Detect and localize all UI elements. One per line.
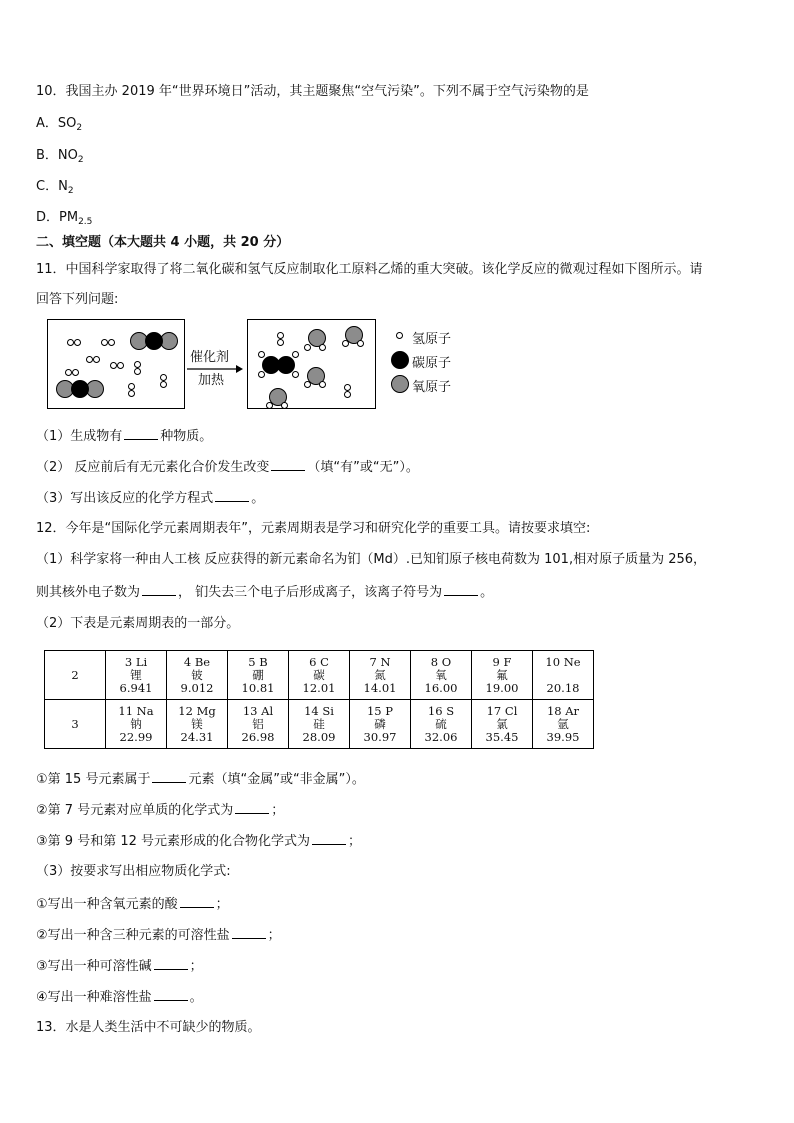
hydrogen-atom xyxy=(357,340,364,347)
hydrogen-atom xyxy=(319,381,326,388)
element-cell: 7 N 氮 14.01 xyxy=(350,651,411,700)
element-cell: 10 Ne 20.18 xyxy=(533,651,594,700)
element-cell: 3 Li 锂 6.941 xyxy=(106,651,167,700)
arrow-label-heat: 加热 xyxy=(198,373,225,388)
q12-stem: 12．今年是“国际化学元素周期表年”，元素周期表是学习和研究化学的重要工具。请按要求填空: xyxy=(36,521,591,536)
q12-sub3-item2: ②写出一种含三种元素的可溶性盐 ； xyxy=(36,928,281,943)
table-row xyxy=(45,651,594,700)
answer-blank[interactable] xyxy=(124,428,158,440)
hydrogen-atom xyxy=(134,368,141,375)
q12-sub2-item3: ③第 9 号和第 12 号元素形成的化合物化学式为 ； xyxy=(36,834,362,849)
element-cell: 12 Mg 镁 24.31 xyxy=(167,700,228,749)
hydrogen-atom xyxy=(86,356,93,363)
hydrogen-atom xyxy=(93,356,100,363)
answer-blank[interactable] xyxy=(180,896,214,908)
q12-sub3-item1: ①写出一种含氧元素的酸 ； xyxy=(36,897,229,912)
hydrogen-atom xyxy=(258,351,265,358)
hydrogen-atom xyxy=(128,390,135,397)
element-cell: 13 Al 铝 26.98 xyxy=(228,700,289,749)
element-cell: 18 Ar 氩 39.95 xyxy=(533,700,594,749)
q11-stem-line1: 11．中国科学家取得了将二氧化碳和氢气反应制取化工原料乙烯的重大突破。该化学反应的微观过程如下图所示。请 xyxy=(36,262,703,277)
q12-sub2-intro: （2）下表是元素周期表的一部分。 xyxy=(36,616,240,631)
hydrogen-atom xyxy=(108,339,115,346)
hydrogen-atom xyxy=(101,339,108,346)
hydrogen-atom xyxy=(160,381,167,388)
hydrogen-atom xyxy=(67,339,74,346)
legend-carbon-icon xyxy=(391,351,409,369)
carbon-atom xyxy=(145,332,163,350)
element-cell: 17 Cl 氯 35.45 xyxy=(472,700,533,749)
hydrogen-atom xyxy=(74,339,81,346)
q12-sub3-item4: ④写出一种难溶性盐 。 xyxy=(36,990,203,1005)
q12-sub1-line1: （1）科学家将一种由人工核 反应获得的新元素命名为钔（Md）.已知钔原子核电荷数为 101,相对原子质量为 256， xyxy=(36,552,707,567)
hydrogen-atom xyxy=(258,371,265,378)
legend-oxygen-icon xyxy=(391,375,409,393)
hydrogen-atom xyxy=(344,384,351,391)
hydrogen-atom xyxy=(72,369,79,376)
answer-blank[interactable] xyxy=(312,833,346,845)
element-cell: 9 F 氟 19.00 xyxy=(472,651,533,700)
section-heading: 二、填空题（本大题共 4 小题，共 20 分） xyxy=(36,235,290,250)
arrow-label-catalyst: 催化剂 xyxy=(190,350,230,365)
hydrogen-atom xyxy=(160,374,167,381)
period-number: 2 xyxy=(45,651,106,700)
answer-blank[interactable] xyxy=(235,802,269,814)
hydrogen-atom xyxy=(65,369,72,376)
legend-hydrogen-icon xyxy=(396,332,403,339)
hydrogen-atom xyxy=(110,362,117,369)
hydrogen-atom xyxy=(277,339,284,346)
answer-blank[interactable] xyxy=(271,459,305,471)
answer-blank[interactable] xyxy=(444,584,478,596)
hydrogen-atom xyxy=(319,344,326,351)
q13-stem: 13．水是人类生活中不可缺少的物质。 xyxy=(36,1020,261,1035)
table-row xyxy=(45,700,594,749)
periodic-table xyxy=(44,650,594,749)
q12-sub1-line2: 则其核外电子数为 ， 钔失去三个电子后形成离子，该离子符号为 。 xyxy=(36,585,494,600)
q11-stem-line2: 回答下列问题: xyxy=(36,292,119,307)
products-box xyxy=(247,319,376,409)
element-cell: 5 B 硼 10.81 xyxy=(228,651,289,700)
element-cell: 16 S 硫 32.06 xyxy=(411,700,472,749)
q10-stem: 10．我国主办 2019 年“世界环境日”活动，其主题聚焦“空气污染”。下列不属于空气污染物的是 xyxy=(36,84,589,99)
q12-sub2-item2: ②第 7 号元素对应单质的化学式为 ； xyxy=(36,803,285,818)
q11-sub2: （2） 反应前后有无元素化合价发生改变 （填“有”或“无”）。 xyxy=(36,460,419,475)
hydrogen-atom xyxy=(266,402,273,409)
q11-sub3: （3）写出该反应的化学方程式 。 xyxy=(36,491,265,506)
hydrogen-atom xyxy=(134,361,141,368)
hydrogen-atom xyxy=(344,391,351,398)
element-cell: 8 O 氧 16.00 xyxy=(411,651,472,700)
period-number: 3 xyxy=(45,700,106,749)
hydrogen-atom xyxy=(292,351,299,358)
answer-blank[interactable] xyxy=(152,771,186,783)
legend-hydrogen-label: 氢原子 xyxy=(412,332,452,347)
hydrogen-atom xyxy=(342,340,349,347)
element-cell: 15 P 磷 30.97 xyxy=(350,700,411,749)
legend-carbon-label: 碳原子 xyxy=(412,356,452,371)
legend-oxygen-label: 氧原子 xyxy=(412,380,452,395)
element-cell: 11 Na 钠 22.99 xyxy=(106,700,167,749)
answer-blank[interactable] xyxy=(232,927,266,939)
q12-sub2-item1: ①第 15 号元素属于 元素（填“金属”或“非金属”）。 xyxy=(36,772,365,787)
q10-option-c: C．$N_2$ xyxy=(36,179,74,196)
hydrogen-atom xyxy=(128,383,135,390)
q10-option-a: A．$SO_2$ xyxy=(36,116,83,133)
q12-sub3-item3: ③写出一种可溶性碱 ； xyxy=(36,959,203,974)
answer-blank[interactable] xyxy=(215,490,249,502)
reactants-box xyxy=(47,319,185,409)
hydrogen-atom xyxy=(304,381,311,388)
q10-option-d: D．$PM_{2.5}$ xyxy=(36,210,93,227)
hydrogen-atom xyxy=(292,371,299,378)
q11-sub1: （1）生成物有 种物质。 xyxy=(36,429,213,444)
answer-blank[interactable] xyxy=(154,989,188,1001)
element-cell: 6 C 碳 12.01 xyxy=(289,651,350,700)
carbon-atom xyxy=(71,380,89,398)
element-cell: 4 Be 铍 9.012 xyxy=(167,651,228,700)
answer-blank[interactable] xyxy=(154,958,188,970)
hydrogen-atom xyxy=(304,344,311,351)
hydrogen-atom xyxy=(117,362,124,369)
q10-option-b: B．$NO_2$ xyxy=(36,148,84,165)
element-cell: 14 Si 硅 28.09 xyxy=(289,700,350,749)
q12-sub3-intro: （3）按要求写出相应物质化学式: xyxy=(36,864,231,879)
hydrogen-atom xyxy=(277,332,284,339)
answer-blank[interactable] xyxy=(142,584,176,596)
hydrogen-atom xyxy=(281,402,288,409)
